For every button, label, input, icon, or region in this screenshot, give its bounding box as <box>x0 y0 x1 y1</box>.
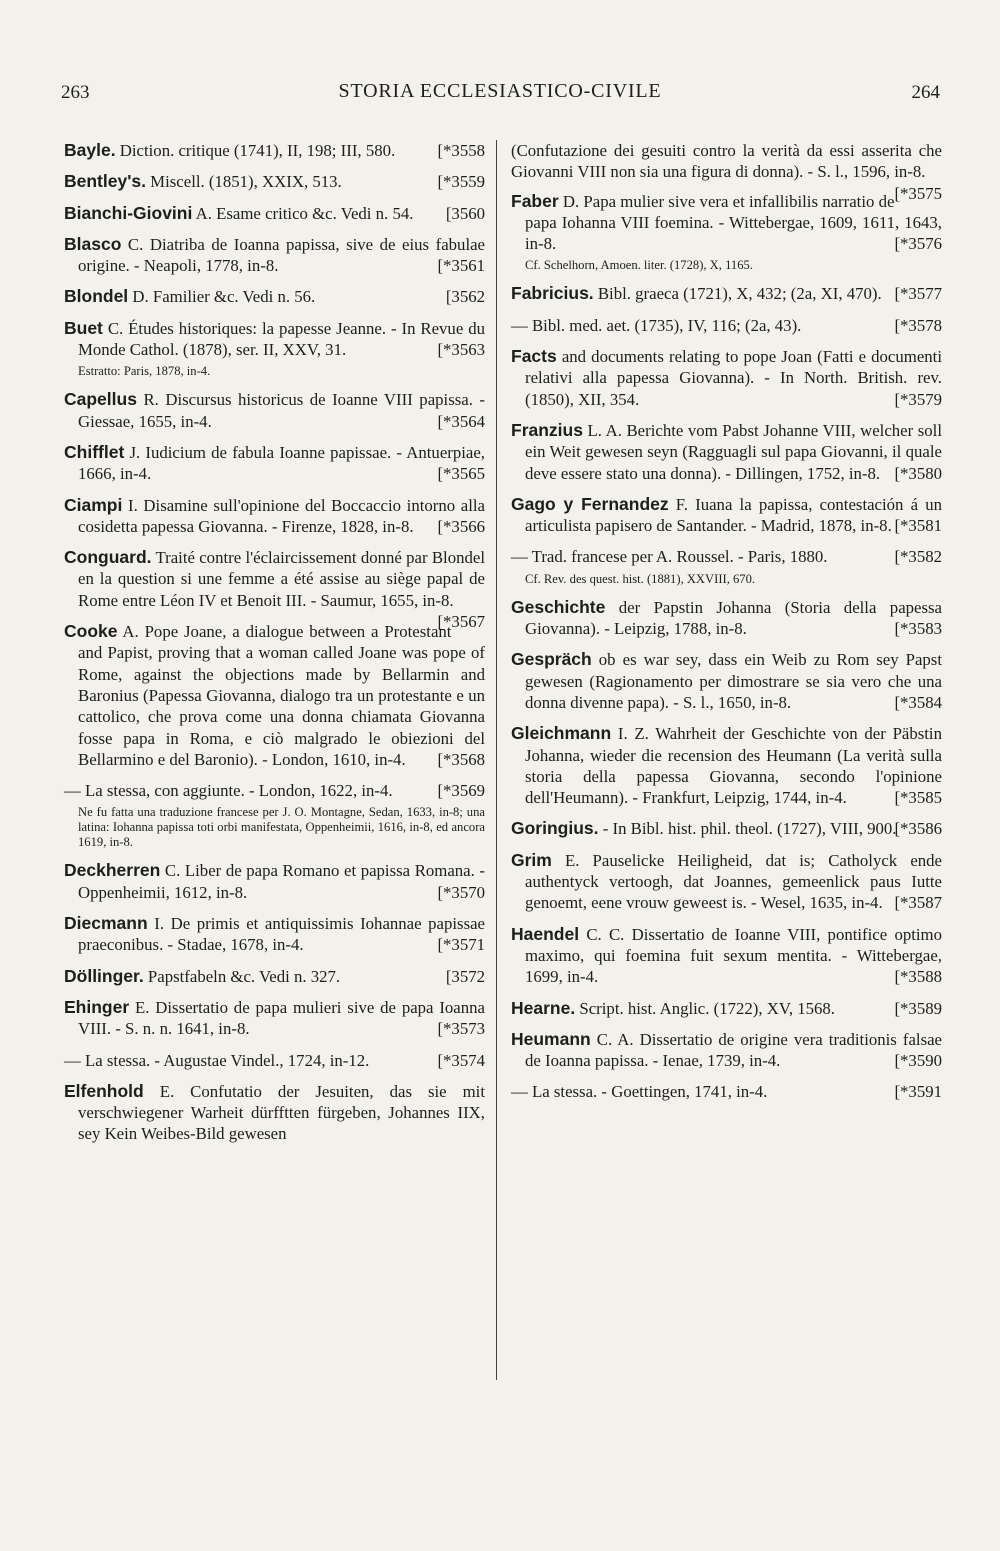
entry-author: Buet <box>64 317 103 338</box>
bibliography-entry <box>64 442 485 485</box>
bibliography-entry <box>64 234 485 277</box>
entry-text: J. Iudicium de fabula Ioanne papissae. - Antuerpiae, 1666, in-4. <box>78 442 485 484</box>
bibliography-entry <box>511 597 942 640</box>
bibliography-entry <box>64 203 485 224</box>
entry-reference-number: [*3582 <box>894 547 942 567</box>
entry-reference-number: [*3568 <box>437 749 485 769</box>
entry-reference-number: [*3573 <box>437 1019 485 1039</box>
entry-text: Script. hist. Anglic. (1722), XV, 1568. <box>575 998 835 1018</box>
entry-text: C. Études historiques: la papesse Jeanne. - In Revue du Monde Cathol. (1878), ser. II, XXV, 31. <box>78 318 485 360</box>
entry-text: (Confutazione dei gesuiti contro la verità da essi asserita che Giovanni VIII non sia una figura di donna). - S. l., 1596, in-8. <box>511 141 942 182</box>
entry-author: Bayle. <box>64 140 116 160</box>
entry-reference-number: [*3579 <box>894 389 942 409</box>
entry-author: Geschichte <box>511 596 606 617</box>
bibliography-entry <box>64 140 485 161</box>
bibliography-entry <box>511 998 942 1019</box>
entry-text: C. C. Dissertatio de Ioanne VIII, pontifice optimo maximo, qui foemina fuit sexum mentita. - Wittebergae, 1699, in-4. <box>525 924 942 987</box>
entry-reference-number: [*3590 <box>894 1051 942 1071</box>
bibliography-entry <box>511 1081 942 1102</box>
entry-reference-number: [*3588 <box>894 967 942 987</box>
entry-text: I. De primis et antiquissimis Iohannae papissae praeconibus. - Stadae, 1678, in-4. <box>78 914 485 955</box>
bibliography-entry <box>511 494 942 537</box>
column-divider <box>496 140 497 1380</box>
entry-reference-number: [*3586 <box>894 819 942 839</box>
entry-reference-number: [*3571 <box>437 935 485 955</box>
entry-text: - In Bibl. hist. phil. theol. (1727), VIII, 900. <box>598 819 897 839</box>
entry-text: F. Iuana la papissa, contestación á un articulista papisero de Santander. - Madrid, 1878, in-8. <box>525 494 942 536</box>
entry-reference-number: [3572 <box>445 966 485 986</box>
left-column <box>64 140 485 1155</box>
entry-author: Gago y Fernandez <box>511 493 669 514</box>
bibliography-entry <box>511 850 942 914</box>
entry-author: Blondel <box>64 286 129 307</box>
entry-note: Cf. Rev. des quest. hist. (1881), XXVIII, 670. <box>525 571 756 586</box>
running-title: STORIA ECCLESIASTICO-CIVILE <box>338 80 662 102</box>
entry-text: — Trad. francese per A. Roussel. - Paris, 1880. <box>511 547 828 567</box>
bibliography-entry <box>511 546 942 567</box>
entry-reference-number: [*3577 <box>894 284 942 304</box>
entry-author: Diecmann <box>64 913 148 934</box>
bibliography-entry <box>64 171 485 192</box>
bibliography-entry <box>64 997 485 1040</box>
entry-author: Döllinger. <box>64 965 144 986</box>
entry-author: Facts <box>511 346 557 367</box>
entry-reference-number: [*3570 <box>437 882 485 902</box>
page-number-right: 264 <box>911 82 940 103</box>
entry-reference-number: [*3567 <box>437 612 485 632</box>
entry-text: D. Familier &c. Vedi n. 56. <box>128 287 316 307</box>
entry-author: Gespräch <box>511 649 592 670</box>
entry-author: Goringius. <box>511 818 599 839</box>
bibliography-entry <box>511 723 942 808</box>
entry-reference-number: [*3569 <box>437 781 485 801</box>
entry-reference-number: [*3591 <box>894 1082 942 1102</box>
entry-author: Faber <box>511 190 559 211</box>
page-number-left: 263 <box>61 82 90 103</box>
bibliography-entry <box>64 966 485 987</box>
bibliography-entry <box>64 1081 485 1145</box>
entry-reference-number: [*3575 <box>894 183 942 203</box>
bibliography-entry <box>511 420 942 484</box>
bibliography-entry <box>511 283 942 304</box>
entry-author: Capellus <box>64 389 137 410</box>
entry-author: Fabricius. <box>511 283 594 304</box>
bibliography-entry <box>64 860 485 903</box>
entry-text: — Bibl. med. aet. (1735), IV, 116; (2a, 43). <box>511 315 802 335</box>
page-header <box>0 82 1000 112</box>
right-column <box>511 140 942 1113</box>
bibliography-entry <box>511 818 942 839</box>
entry-text: R. Discursus historicus de Ioanne VIII papissa. - Giessae, 1655, in-4. <box>78 390 485 431</box>
entry-author: Cooke <box>64 621 118 642</box>
entry-author: Conguard. <box>64 547 152 568</box>
entry-reference-number: [3562 <box>445 287 485 307</box>
entry-text: Papstfabeln &c. Vedi n. 327. <box>143 966 341 986</box>
entry-author: Bianchi-Giovini <box>64 202 193 223</box>
entry-author: Bentley's. <box>64 171 146 192</box>
entry-reference-number: [*3561 <box>437 256 485 276</box>
entry-author: Franzius <box>511 419 583 440</box>
entry-reference-number: [*3583 <box>894 619 942 639</box>
bibliography-entry <box>64 780 485 801</box>
bibliography-entry <box>511 649 942 713</box>
entry-note: Cf. Schelhorn, Amoen. liter. (1728), X, 1165. <box>525 258 753 273</box>
entry-author: Blasco <box>64 233 122 254</box>
entry-text: — La stessa. - Goettingen, 1741, in-4. <box>511 1082 768 1102</box>
bibliography-entry <box>64 286 485 307</box>
entry-reference-number: [*3565 <box>437 464 485 484</box>
bibliography-entry <box>511 346 942 410</box>
entry-reference-number: [*3576 <box>894 234 942 254</box>
entry-author: Elfenhold <box>64 1080 144 1101</box>
entry-reference-number: [*3566 <box>437 516 485 536</box>
entry-author: Chifflet <box>64 441 125 462</box>
bibliography-entry <box>64 389 485 432</box>
entry-text: C. Liber de papa Romano et papissa Romana. - Oppenheimii, 1612, in-8. <box>78 861 485 902</box>
entry-text: I. Disamine sull'opinione del Boccaccio intorno alla cosidetta papessa Giovanna. - Firenze, 1828, in-8. <box>78 495 485 536</box>
entry-author: Deckherren <box>64 860 161 881</box>
entry-reference-number: [*3580 <box>894 463 942 483</box>
bibliography-entry <box>64 1050 485 1071</box>
bibliography-entry <box>511 191 942 255</box>
entry-reference-number: [*3584 <box>894 692 942 712</box>
entry-text: — La stessa. - Augustae Vindel., 1724, in-12. <box>64 1050 370 1070</box>
bibliography-entry <box>64 495 485 538</box>
entry-reference-number: [*3558 <box>437 141 485 160</box>
entry-reference-number: [*3587 <box>894 893 942 913</box>
entry-text: Traité contre l'éclaircissement donné par Blondel en la question si une femme a été assise au siège papal de Rome entre Léon IV et Benoit III. - Saumur, 1655, in-8. <box>78 548 485 610</box>
entry-author: Ciampi <box>64 494 123 515</box>
entry-reference-number: [*3564 <box>437 411 485 431</box>
entry-text: E. Confutatio der Jesuiten, das sie mit verschwiegener Warheit dürfftten fürgeben, Johannes IIX, sey Kein Weibes-Bild gewesen <box>78 1081 485 1144</box>
bibliography-entry <box>511 924 942 988</box>
entry-author: Gleichmann <box>511 723 612 744</box>
bibliography-entry <box>64 318 485 361</box>
entry-reference-number: [3560 <box>445 203 485 223</box>
entry-text: — La stessa, con aggiunte. - London, 1622, in-4. <box>64 781 393 801</box>
entry-text: C. Diatriba de Ioanna papissa, sive de eius fabulae origine. - Neapoli, 1778, in-8. <box>78 234 485 276</box>
entry-author: Grim <box>511 849 552 870</box>
entry-note: Ne fu fatta una traduzione francese per J. O. Montagne, Sedan, 1633, in-8; una latina: Iohanna papissa toti orbi manifestata, Oppenheimii, 1616, in-8, ed ancora 1619, in-8. <box>78 805 485 850</box>
entry-text: C. A. Dissertatio de origine vera traditionis falsae de Ioanna papissa. - Ienae, 1739, in-4. <box>525 1029 942 1071</box>
entry-text: D. Papa mulier sive vera et infallibilis narratio de papa Iohanna VIII foemina. - Wittebergae, 1609, 1611, 1643, in-8. <box>525 191 942 254</box>
entry-text: der Papstin Johanna (Storia della papessa Giovanna). - Leipzig, 1788, in-8. <box>525 597 942 639</box>
bibliography-entry <box>64 913 485 956</box>
entry-author: Haendel <box>511 923 580 944</box>
entry-text: Diction. critique (1741), II, 198; III, 580. <box>115 141 396 160</box>
entry-reference-number: [*3585 <box>894 788 942 808</box>
entry-reference-number: [*3563 <box>437 340 485 360</box>
entry-author: Ehinger <box>64 996 130 1017</box>
entry-text: Bibl. graeca (1721), X, 432; (2a, XI, 470). <box>593 284 882 304</box>
entry-text: and documents relating to pope Joan (Fatti e documenti relativi alla papessa Giovanna). - In North. British. rev. (1850), XII, 354. <box>525 347 942 409</box>
entry-reference-number: [*3589 <box>894 998 942 1018</box>
entry-text: Miscell. (1851), XXIX, 513. <box>145 172 342 192</box>
entry-text: E. Dissertatio de papa mulieri sive de papa Ioanna VIII. - S. n. n. 1641, in-8. <box>78 997 485 1039</box>
entry-note: Estratto: Paris, 1878, in-4. <box>78 364 211 379</box>
entry-text: E. Pauselicke Heiligheid, dat is; Catholyck ende authentyck vertoogh, dat Joannes, gemeenlick paus Iutte genoemt, eene vrouw geweest is. - Wesel, 1635, in-4. <box>525 850 942 913</box>
entry-reference-number: [*3559 <box>437 172 485 192</box>
entry-reference-number: [*3581 <box>894 516 942 536</box>
bibliography-entry <box>511 1029 942 1072</box>
entry-reference-number: [*3578 <box>894 315 942 335</box>
entry-text: I. Z. Wahrheit der Geschichte von der Päbstin Johanna, wieder die recension des Heumann (La verità sulla storia della papessa Giovanna, secondo l'opinione dell'Heumann). - Frankfurt, Leipzig, 1744, in-4. <box>525 724 942 808</box>
entry-text: L. A. Berichte vom Pabst Johanne VIII, welcher soll ein Weit gewesen seyn (Ragguagli sul papa Giovanni, il quale deve essere stato una donna). - Dillingen, 1752, in-8. <box>525 420 942 483</box>
entry-author: Heumann <box>511 1028 591 1049</box>
entry-reference-number: [*3574 <box>437 1050 485 1070</box>
entry-text: ob es war sey, dass ein Weib zu Rom sey Papst gewesen (Ragionamento per dimostrare se sia vero che una donna divenne papa). - S. l., 1650, in-8. <box>525 650 942 712</box>
entry-text: A. Esame critico &c. Vedi n. 54. <box>192 203 414 223</box>
bibliography-entry <box>64 621 485 770</box>
bibliography-entry <box>511 315 942 336</box>
entry-author: Hearne. <box>511 997 576 1018</box>
entry-text: A. Pope Joane, a dialogue between a Protestant and Papist, proving that a woman called Joane was pope of Rome, against the objections made by Bellarmin and Baronius (Papessa Giovanna, dialogo tra un protestante e un cattolico, che prova come una donna chiamata Giovanna fosse papa in Roma, e ciò malgrado le obiezioni del Bellarmino e del Baronio). - London, 1610, in-4. <box>78 622 485 769</box>
